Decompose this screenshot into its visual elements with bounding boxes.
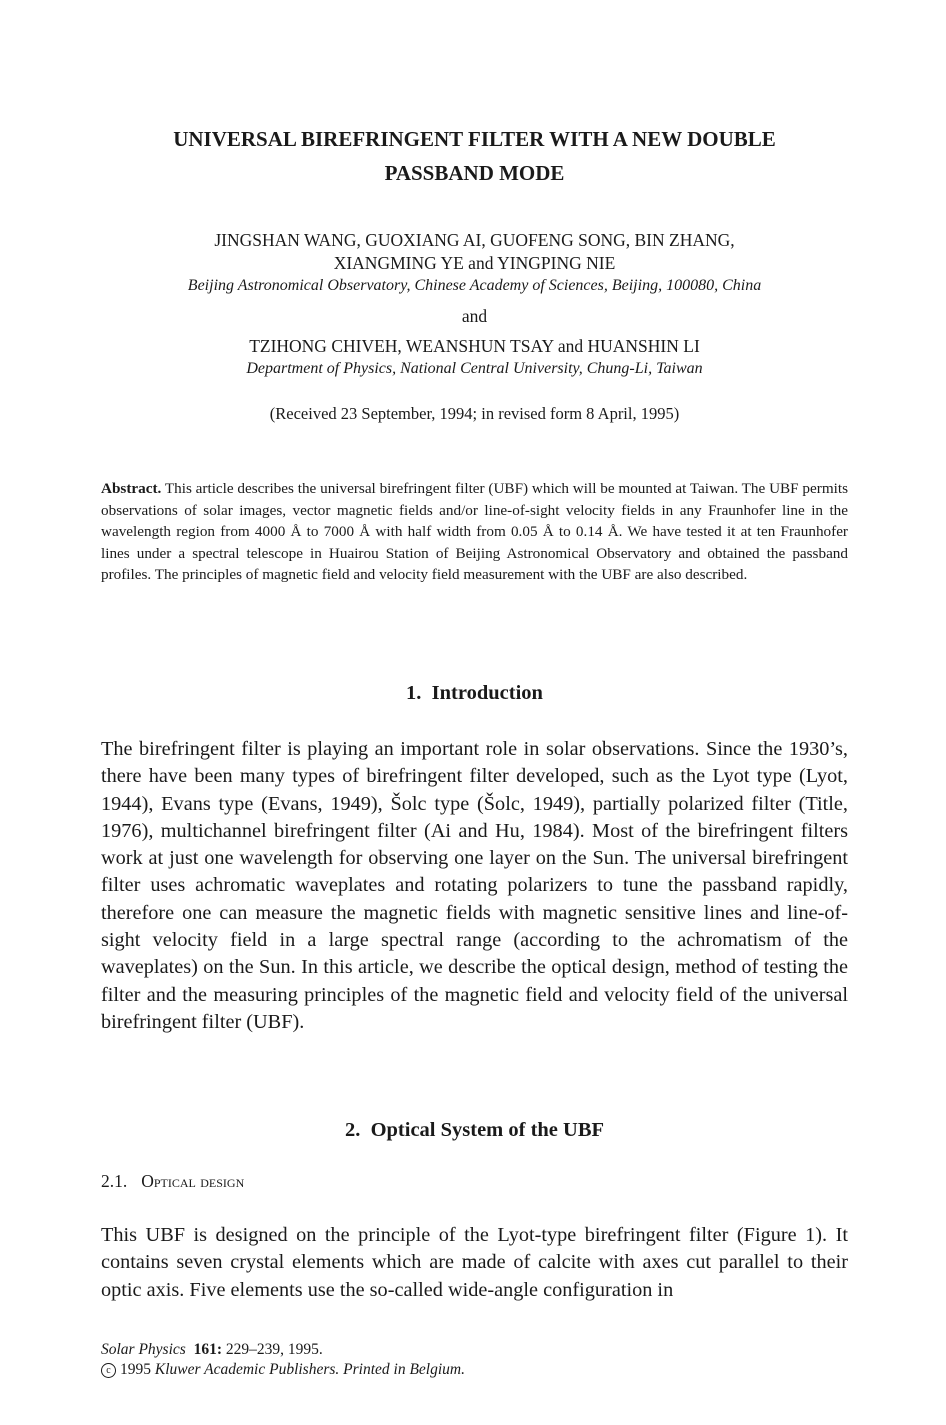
copyright-year: 1995 (120, 1361, 151, 1378)
page-footer (101, 1340, 848, 1380)
title-line-1: UNIVERSAL BIREFRINGENT FILTER WITH A NEW DOUBLE (173, 127, 776, 151)
title-line-2: PASSBAND MODE (384, 161, 565, 185)
section-heading-introduction (101, 682, 848, 705)
authors-line-1: JINGSHAN WANG, GUOXIANG AI, GUOFENG SONG, BIN ZHANG, (214, 230, 735, 250)
publisher: Kluwer Academic Publishers. Printed in Belgium. (154, 1361, 465, 1378)
introduction-paragraph: The birefringent filter is playing an important role in solar observations. Since the 1930’s, there have been many types of birefringent filter developed, such as the Lyot type (Lyot, 1944), Evans type (Evans, 1949), Šolc type (Šolc, 1949), partially polarized filter (Title, 1976), multichannel birefringent filter (Ai and Hu, 1984). Most of the birefringent filters work at just one wavelength for observing one layer on the Sun. The universal birefringent filter uses achromatic waveplates and rotating polarizers to tune the passband rapidly, therefore one can measure the magnetic fields with magnetic sensitive lines and line-of-sight velocity field in a large spectral range (according to the achromatism of the waveplates) on the Sun. In this article, we describe the optical design, method of testing the filter and the measuring principles of the magnetic field and velocity field of the universal birefringent filter (UBF). (101, 738, 848, 1033)
abstract (101, 478, 848, 586)
journal-pages: 229–239, 1995. (225, 1341, 323, 1358)
authors-group-2: TZIHONG CHIVEH, WEANSHUN TSAY and HUANSHIN LI (249, 336, 700, 356)
author-block (101, 229, 848, 380)
subsection-title: Optical design (141, 1171, 245, 1191)
section-title: Introduction (431, 682, 543, 704)
subsection-number: 2.1. (101, 1171, 128, 1191)
section-number: 2. (344, 1119, 361, 1141)
section-number: 1. (406, 682, 422, 704)
subsection-heading-optical-design (101, 1171, 244, 1192)
section-title: Optical System of the UBF (370, 1119, 605, 1141)
affiliation-2: Department of Physics, National Central University, Chung-Li, Taiwan (246, 360, 703, 377)
authors-line-2: XIANGMING YE and YINGPING NIE (333, 253, 616, 273)
optical-design-paragraph: This UBF is designed on the principle of the Lyot-type birefringent filter (Figure 1). It contains seven crystal elements which are made of calcite with axes cut parallel to their optic axis. Five elements use the so-called wide-angle configuration in (101, 1224, 848, 1301)
journal-name: Solar Physics (101, 1341, 186, 1358)
section-heading-optical-system (101, 1119, 848, 1142)
abstract-text: This article describes the universal birefringent filter (UBF) which will be mounted at Taiwan. The UBF permits observations of solar images, vector magnetic fields and/or line-of-sight velocity fields in any Fraunhofer line in the wavelength region from 4000 Å to 7000 Å with half width from 0.05 Å to 0.14 Å. We have tested it at ten Fraunhofer lines under a spectral telescope in Huairou Station of Beijing Astronomical Observatory and obtained the passband profiles. The principles of magnetic field and velocity field measurement with the UBF are also described. (101, 480, 848, 583)
authors-and: and (461, 306, 488, 326)
received-dates: (Received 23 September, 1994; in revised form 8 April, 1995) (269, 404, 680, 423)
copyright-icon: c (101, 1363, 116, 1378)
copyright-line (101, 1360, 848, 1380)
citation-line (101, 1340, 848, 1360)
paper-title (101, 122, 848, 190)
affiliation-1: Beijing Astronomical Observatory, Chinese Academy of Sciences, Beijing, 100080, China (187, 277, 762, 294)
abstract-label: Abstract. (101, 480, 162, 497)
journal-volume: 161: (193, 1341, 222, 1358)
